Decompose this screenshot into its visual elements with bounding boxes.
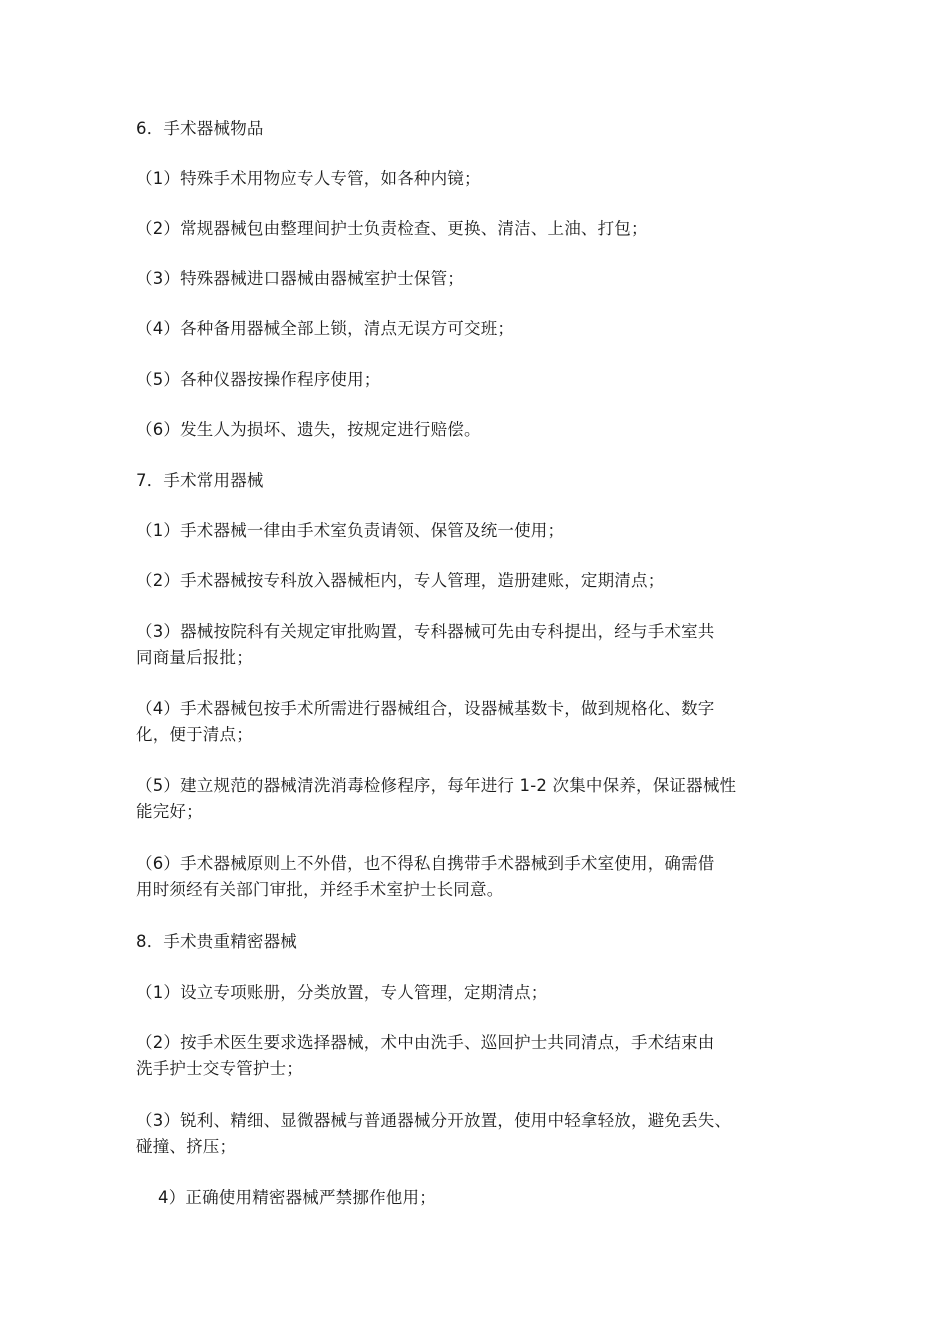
section-heading: 8．手术贵重精密器械 xyxy=(136,932,297,951)
list-item: （1）手术器械一律由手术室负责请领、保管及统一使用； xyxy=(136,521,565,540)
list-item-line: （3）器械按院科有关规定审批购置，专科器械可先由专科提出，经与手术室共 xyxy=(136,622,715,641)
section-heading: 7．手术常用器械 xyxy=(136,471,264,490)
list-item-line: （2）按手术医生要求选择器械，术中由洗手、巡回护士共同清点，手术结束由 xyxy=(136,1033,715,1052)
list-item: （1）特殊手术用物应专人专管，如各种内镜； xyxy=(136,169,481,188)
list-item-line: 洗手护士交专管护士； xyxy=(136,1059,303,1078)
list-item: （4）各种备用器械全部上锁，清点无误方可交班； xyxy=(136,319,515,338)
list-item-line: 用时须经有关部门审批，并经手术室护士长同意。 xyxy=(136,880,504,899)
list-item: （1）设立专项账册，分类放置，专人管理，定期清点； xyxy=(136,983,548,1002)
list-item: （2）手术器械按专科放入器械柜内，专人管理，造册建账，定期清点； xyxy=(136,571,665,590)
list-item: （6）发生人为损坏、遗失，按规定进行赔偿。 xyxy=(136,420,481,439)
list-item-line: 碰撞、挤压； xyxy=(136,1137,237,1156)
list-item-line: 同商量后报批； xyxy=(136,648,253,667)
list-item-line: （6）手术器械原则上不外借，也不得私自携带手术器械到手术室使用，确需借 xyxy=(136,854,715,873)
list-item-line: （5）建立规范的器械清洗消毒检修程序，每年进行 1-2 次集中保养，保证器械性 xyxy=(136,776,737,795)
list-item: （3）特殊器械进口器械由器械室护士保管； xyxy=(136,269,464,288)
list-item: （2）常规器械包由整理间护士负责检查、更换、清洁、上油、打包； xyxy=(136,219,648,238)
list-item-line: 化，便于清点； xyxy=(136,725,253,744)
list-item: 4）正确使用精密器械严禁挪作他用； xyxy=(158,1188,436,1207)
list-item-line: （3）锐利、精细、显微器械与普通器械分开放置，使用中轻拿轻放，避免丢失、 xyxy=(136,1111,732,1130)
list-item-line: （4）手术器械包按手术所需进行器械组合，设器械基数卡，做到规格化、数字 xyxy=(136,699,715,718)
section-heading: 6．手术器械物品 xyxy=(136,119,264,138)
list-item-line: 能完好； xyxy=(136,802,203,821)
list-item: （5）各种仪器按操作程序使用； xyxy=(136,370,381,389)
